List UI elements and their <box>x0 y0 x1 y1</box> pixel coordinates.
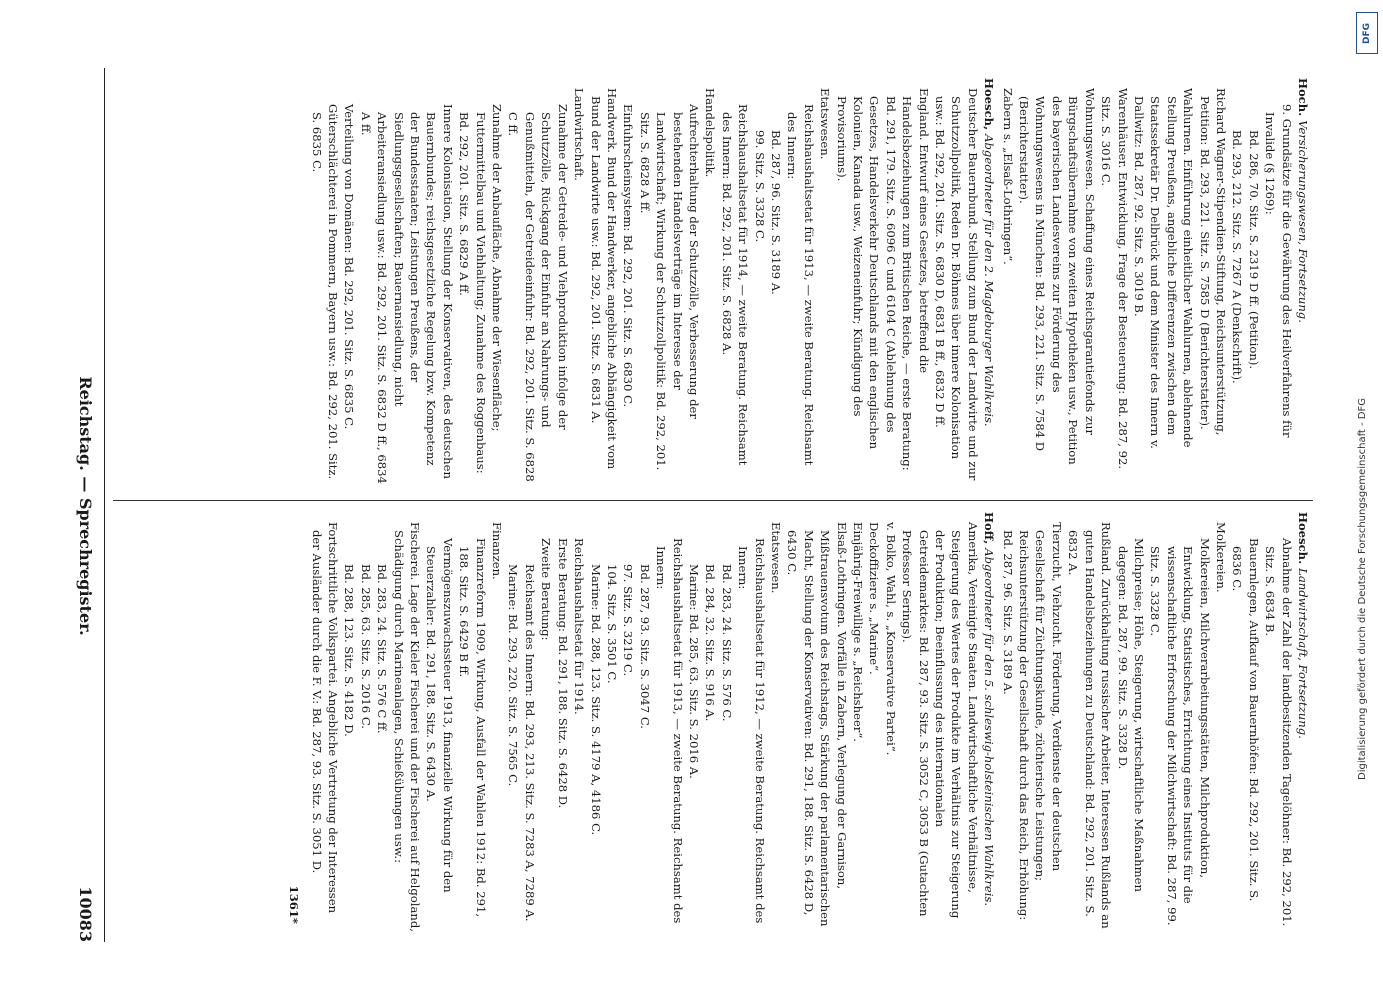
register-line: Reichshaushaltsetat für 1914, — zweite Beratung. Reichsamt des Innern: Bd. 292, 201. Sitz. S. 6828 A. <box>719 104 751 466</box>
entry-subtitle: Landwirtschaft, Fortsetzung. <box>1296 568 1310 739</box>
register-line: Innere Kolonisation, Stellung der Konservativen, des deutschen Bauernbundes; reichsgesetzliche Regelung bzw. Kompetenz der Bundesstaaten; Leistungen Preußens, der Siedlungsgesellschaften; Bauernansiedlung, nicht Arbeiteransiedlung usw.: Bd. 292, 201. Sitz. S. 6832 D ff., 6834 A ff. <box>358 104 455 484</box>
register-line: Tierzucht, Viehzucht. Förderung, Verdienste der deutschen Gesellschaft für Züchtungskunde, züchterische Leistungen; Reichsunterstützung der Gesellschaft durch das Reich, Erhöhung: Bd. 287, 96. Sitz. S. 3189 A. <box>1000 522 1064 921</box>
register-line: Verteilung von Domänen: Bd. 292, 201. Sitz. S. 6835 C. <box>342 104 357 430</box>
register-line: Marine: Bd. 293, 220. Sitz. S. 7565 C. <box>506 564 521 787</box>
register-line: Bd. 283, 24. Sitz. S. 576 C ff. <box>375 564 390 734</box>
page-number: 10083 <box>76 886 95 942</box>
register-line: Abnahme der Zahl der landbesitzenden Tagelöhner: Bd. 292, 201. Sitz. S. 6834 B. <box>1263 538 1294 927</box>
register-line: Marine: Bd. 288, 123. Sitz. S. 4179 A, 4186 C. <box>588 564 603 836</box>
register-line: Reichshaushaltsetat für 1913, — zweite Beratung. Reichsamt des Innern: <box>785 104 816 466</box>
register-line: Einjährig-Freiwillige s. „Reichsheer“. <box>851 522 866 742</box>
dfg-logo: DFG <box>1356 12 1378 54</box>
register-line: Rußland. Zurückhaltung russischer Arbeiter, Interessen Rußlands an guten Handelsbeziehungen zu Deutschland: Bd. 292, 201. Sitz. S. 6832 A. <box>1066 522 1114 929</box>
register-entry <box>308 512 997 932</box>
entry-heading <box>981 78 997 486</box>
register-line: Deutscher Bauernbund. Stellung zum Bund der Landwirte und zur Schutzzollpolitik, Reden Dr. Böhmes über innere Kolonisation usw.: Bd. 292, 201. Sitz. S. 6830 D, 6831 B ff., 6832 D ff. <box>933 88 980 481</box>
register-line: Zunahme der Anbaufläche, Abnahme der Wiesenfläche; Futtermittelbau und Viehhaltung; Zunahme des Roggenbaus: Bd. 292, 201. Sitz. S. 6829 A ff. <box>457 104 505 474</box>
speaker-name: Hoesch, <box>982 78 997 131</box>
register-line: Zabern s. „Elsaß-Lothringen“. <box>1000 88 1015 265</box>
register-line: Etatswesen. <box>769 522 783 594</box>
register-line: Finanzen. <box>490 522 505 580</box>
register-line: Landwirtschaft. <box>572 88 587 181</box>
register-line: Reichshaushaltsetat für 1914. <box>572 538 587 715</box>
register-line: 97. Sitz. S. 3219 C. <box>621 564 636 677</box>
entry-subtitle: Abgeordneter für den 2. Magdeburger Wahlkreis. <box>982 134 997 427</box>
register-line: Zunahme der Getreide- und Viehproduktion infolge der Schutzzölle, Rückgang der Einfuhr an Nahrungs- und Genußmitteln, der Getreideeinfuhr: Bd. 292, 201. Sitz. S. 6828 C ff. <box>506 104 570 482</box>
signature-mark: 1361* <box>287 885 302 924</box>
register-line: Bd. 287, 96. Sitz. S. 3189 A. <box>769 130 783 295</box>
entry-heading <box>981 512 997 932</box>
right-column <box>115 512 1311 932</box>
register-line: Warenhäuser. Entwicklung, Frage der Besteuerung: Bd. 287, 92. Sitz. S. 3016 C. <box>1099 88 1130 470</box>
entry-heading <box>1295 78 1311 486</box>
register-line: Wahlurnen. Einführung einheitlicher Wahlurnen, ablehnende Stellung Preußens, angebliche Differenzen zwischen dem Staatssekretär Dr. Delbrück und dem Minister des Innern v. Dallwitz: Bd. 287, 92. Sitz. S. 3019 B. <box>1131 88 1196 449</box>
register-line: Elsaß-Lothringen. Vorfälle in Zabern, Verlegung der Garnison, Mißtrauensvotum des Reichstags, Stärkung der parlamentarischen Macht, Stellung der Konservativen: Bd. 291, 188. Sitz. S. 6428 D, 6430 C. <box>785 522 849 927</box>
register-line: Finanzreform 1909, Wirkung, Ausfall der Wahlen 1912: Bd. 291, 188. Sitz. S. 6429 B ff. <box>457 538 488 918</box>
register-line: Marine: Bd. 285, 63. Sitz. S. 2016 A. <box>686 564 701 779</box>
register-line: Reichshaushaltsetat für 1913, — zweite Beratung. Reichsamt des Innern: <box>654 538 685 924</box>
header-rule <box>104 68 105 942</box>
entry-subtitle: Versicherungswesen, Fortsetzung. <box>1296 120 1310 323</box>
dfg-credit: Digitalisierung gefördert durch die Deutsche Forschungsgemeinschaft - DFG <box>1357 397 1368 780</box>
register-line: Aufrechterhaltung der Schutzzölle, Verbesserung der bestehenden Handelsverträge im Interesse der Landwirtschaft; Wirkung der Schutzzollpolitik: Bd. 292, 201. Sitz. S. 6828 A ff. <box>637 104 701 471</box>
register-line: Zweite Beratung: <box>539 538 554 641</box>
left-column <box>115 78 1311 486</box>
register-entry <box>999 512 1311 932</box>
register-entry <box>308 78 997 486</box>
register-line: Vermögenszuwachssteuer 1913, finanzielle Wirkung für den Steuerzahler: Bd. 291, 188. Sitz. S. 6430 A. <box>424 538 455 893</box>
register-line: Reichsamt des Innern: Bd. 293, 213. Sitz. S. 7283 A, 7289 A. <box>522 564 537 922</box>
register-line: Amerika, Vereinigte Staaten. Landwirtschaftliche Verhältnisse, Steigerung des Wertes der Produkte im Verhältnis zur Steigerung der Produktion; Beeinflussung des internationalen Getreidemarktes: Bd. 287, 93. Sitz. S. 3052 C, 3053 B (Gutachten Professor Serings). <box>900 522 980 919</box>
entry-heading <box>1295 512 1311 932</box>
register-line: Richard Wagner-Stipendien-Stiftung, Reichsunterstützung, Petition: Bd. 293, 221. Sitz. S. 7585 D (Berichterstatter). <box>1197 88 1228 436</box>
register-line: Bd. 283, 24. Sitz. S. 576 C. <box>719 564 734 722</box>
register-line: Bd. 287, 93. Sitz. S. 3047 C. <box>637 564 652 729</box>
register-line: Bauernlegen, Aufkauf von Bauernhöfen: Bd. 292, 201. Sitz. S. 6836 C. <box>1230 538 1261 902</box>
register-line: Fortschrittliche Volkspartei. Angebliche Vertretung der Interessen der Ausländer durch die F. V.: Bd. 287, 93. Sitz. S. 3051 D. <box>309 522 341 914</box>
register-line: Bd. 284, 32. Sitz. S. 916 A. <box>703 564 718 722</box>
register-line: Bd. 293, 212. Sitz. S. 7267 A (Denkschrift). <box>1230 130 1245 384</box>
register-entry <box>999 78 1311 486</box>
speaker-name: Hoff, <box>982 512 997 545</box>
register-line: Einfuhrscheinsystem: Bd. 292, 201. Sitz. S. 6830 C. <box>621 104 636 408</box>
running-head-title: Reichstag. — Sprechregister. <box>76 376 95 636</box>
speaker-name: Hoesch. <box>1296 512 1310 565</box>
register-line: Bd. 285, 63. Sitz. S. 2016 C. <box>358 564 373 729</box>
sidebar <box>1352 8 1380 992</box>
register-line: Handwerk. Bund der Handwerker, angebliche Abhängigkeit vom Bund der Landwirte usw.: Bd. 292, 201. Sitz. S. 6831 A. <box>588 88 619 470</box>
register-line: Molkereien. <box>1213 522 1228 593</box>
column-divider <box>113 500 1313 501</box>
register-line: England. Entwurf eines Gesetzes, betreffend die Handelsbeziehungen zum Britischen Reiche, — erste Beratung: Bd. 291, 179. Sitz. S. 6096 C und 6104 C (Ablehnung des Gesetzes, Handelsverkehr Deutschlands mit den englischen Kolonien, Kanada usw., Weizeneinfuhr; Kündigung des Provisoriums). <box>834 88 931 471</box>
register-line: Bd. 288, 123. Sitz. S. 4182 D. <box>342 564 357 737</box>
register-line: Deckoffiziere s. „Marine“. <box>867 522 882 675</box>
running-head <box>69 70 95 942</box>
register-line: Reichshaushaltsetat für 1912, — zweite Beratung. Reichsamt des Innern: <box>736 538 767 924</box>
register-line: Etatswesen. <box>818 88 833 160</box>
register-line: Fischerei. Lage der Kieler Fischerei und der Fischerei auf Helgoland, Schädigung durch Marineanlagen, Schießübungen usw.: <box>391 522 423 932</box>
register-line: Milchpreise; Höhe, Steigerung, wirtschaftliche Maßnahmen dagegen: Bd. 287, 99. Sitz. S. 3328 D. <box>1115 538 1146 892</box>
register-line: Güterschlächterei in Pommern, Bayern usw.: Bd. 292, 201. Sitz. S. 6835 C. <box>309 104 341 480</box>
register-line: 104. Sitz. S. 3501 C. <box>604 564 619 684</box>
register-line: Bd. 286, 70. Sitz. S. 2319 D ff. (Petition). <box>1246 130 1261 370</box>
register-line: Handelspolitik. <box>703 88 718 178</box>
speaker-name: Hoch. <box>1296 78 1310 117</box>
register-line: Wohnungswesen. Schaffung eines Reichsgarantiefonds zur Bürgschaftsübernahme von zweiten Hypotheken usw., Petition des bayerischen Landesvereins zur Förderung des Wohnungswesens in München: Bd. 293, 221. Sitz. S. 7584 D (Berichterstatter). <box>1017 88 1097 465</box>
register-line: 99. Sitz. S. 3328 C. <box>752 130 767 243</box>
register-line: v. Bolko, Wahl, s. „Konservative Partei“. <box>883 522 898 756</box>
entry-subtitle: Abgeordneter für den 5. schleswig-holsteinischen Wahlkreis. <box>982 548 997 907</box>
register-line: 9. Grundsätze für die Gewährung des Heilverfahrens für Invalide (§ 1269): <box>1263 104 1294 438</box>
register-line: Molkereien, Milchverarbeitungsstätten, Milchproduktion, Entwicklung, Statistisches, Errichtung eines Instituts für die wissenschaftliche Erforschung der Milchwirtschaft: Bd. 287, 99. Sitz. S. 3328 C. <box>1148 538 1212 926</box>
register-line: Erste Beratung: Bd. 291, 188. Sitz. S. 6428 D. <box>555 538 570 809</box>
